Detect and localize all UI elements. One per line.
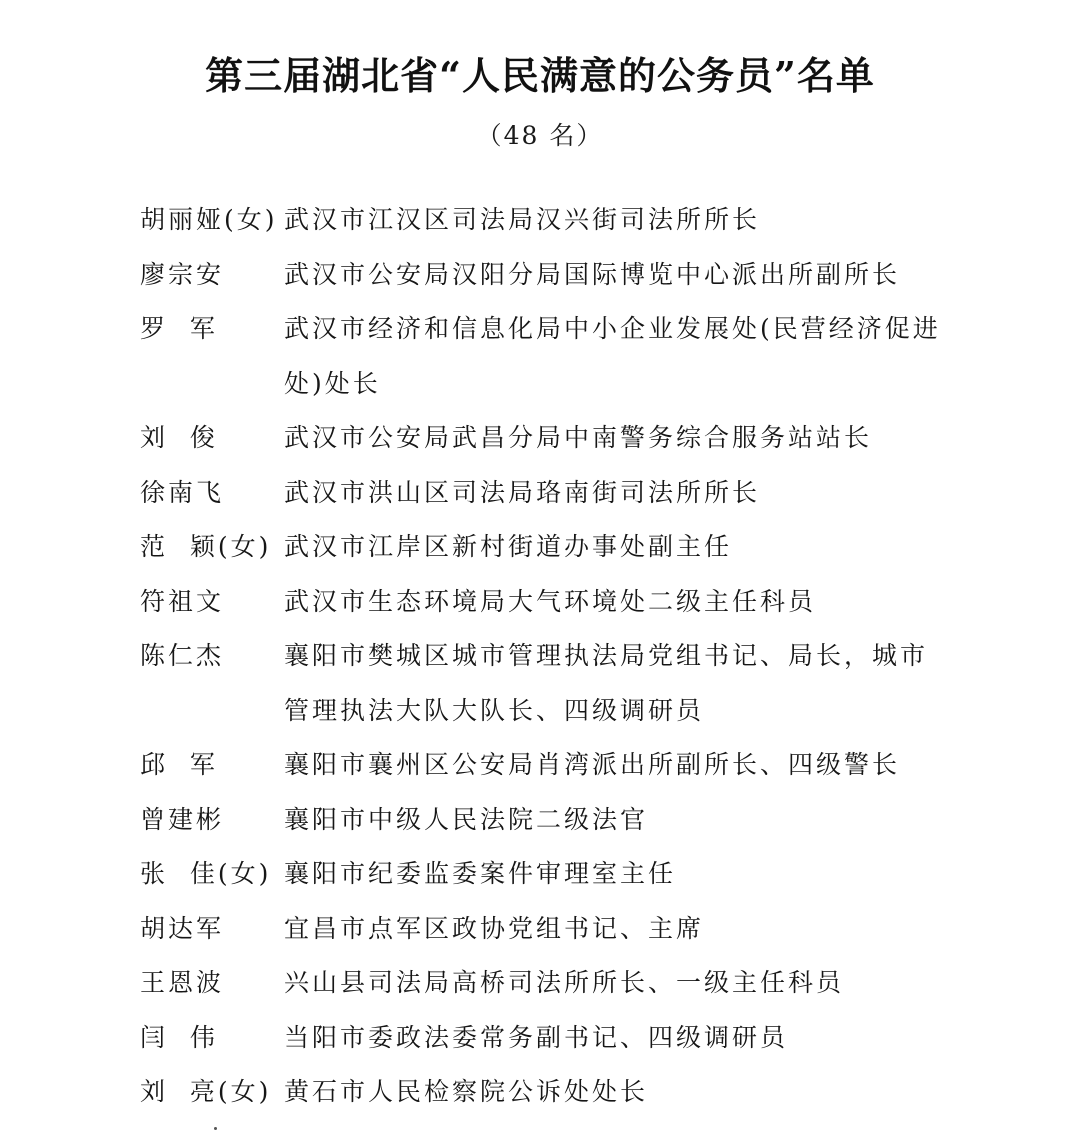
person-name: 胡丽娅(女) xyxy=(140,205,278,234)
scan-speck xyxy=(214,1127,217,1130)
list-item xyxy=(140,193,1020,248)
person-name: 廖宗安 xyxy=(140,259,225,289)
person-name: 胡达军 xyxy=(140,913,225,943)
list-item xyxy=(140,520,1020,575)
person-name: 范 颖(女) xyxy=(140,532,272,561)
list-item xyxy=(140,248,1020,303)
person-name: 罗 军 xyxy=(140,314,218,343)
list-item xyxy=(140,466,1020,521)
list-item xyxy=(140,575,1020,630)
person-name: 闫 伟 xyxy=(140,1022,218,1052)
person-name: 刘 亮(女) xyxy=(140,1077,272,1106)
list-item xyxy=(140,302,1020,411)
person-position: 武汉市公安局武昌分局中南警务综合服务站站长 xyxy=(284,423,873,452)
person-position: 襄阳市襄州区公安局肖湾派出所副所长、四级警长 xyxy=(284,750,901,779)
person-position: 襄阳市中级人民法院二级法官 xyxy=(284,804,649,834)
person-position: 兴山县司法局高桥司法所所长、一级主任科员 xyxy=(284,968,845,997)
person-name: 邱 军 xyxy=(140,750,218,779)
person-position: 襄阳市纪委监委案件审理室主任 xyxy=(284,859,677,888)
person-position: 宜昌市点军区政协党组书记、主席 xyxy=(284,913,705,943)
person-name: 王恩波 xyxy=(140,968,225,997)
person-position: 当阳市委政法委常务副书记、四级调研员 xyxy=(284,1022,789,1052)
person-position: 武汉市江汉区司法局汉兴街司法所所长 xyxy=(284,205,761,234)
person-name: 刘 俊 xyxy=(140,423,218,452)
list-item xyxy=(140,629,1020,738)
person-position: 武汉市公安局汉阳分局国际博览中心派出所副所长 xyxy=(284,259,901,289)
person-position: 武汉市经济和信息化局中小企业发展处(民营经济促进处)处长 xyxy=(284,314,941,398)
list-item xyxy=(140,738,1020,793)
person-position: 武汉市生态环境局大气环境处二级主任科员 xyxy=(284,586,817,616)
person-name: 符祖文 xyxy=(140,586,225,616)
list-item xyxy=(140,956,1020,1011)
list-item xyxy=(140,1011,1020,1066)
person-name: 陈仁杰 xyxy=(140,641,225,670)
person-name: 徐南飞 xyxy=(140,477,225,507)
list-item xyxy=(140,1065,1020,1120)
list-item xyxy=(140,902,1020,957)
person-position: 武汉市洪山区司法局珞南街司法所所长 xyxy=(284,477,761,507)
list-item xyxy=(140,847,1020,902)
person-position: 武汉市江岸区新村街道办事处副主任 xyxy=(284,532,733,561)
count-subtitle: （48 名） xyxy=(476,121,604,150)
document-title: 第三届湖北省“人民满意的公务员”名单 xyxy=(205,53,875,98)
person-name: 曾建彬 xyxy=(140,804,225,834)
person-position: 襄阳市樊城区城市管理执法局党组书记、局长，城市管理执法大队大队长、四级调研员 xyxy=(284,641,929,725)
nominee-list xyxy=(140,193,1020,1120)
list-item xyxy=(140,411,1020,466)
list-item xyxy=(140,793,1020,848)
person-position: 黄石市人民检察院公诉处处长 xyxy=(284,1077,649,1106)
person-name: 张 佳(女) xyxy=(140,859,272,888)
